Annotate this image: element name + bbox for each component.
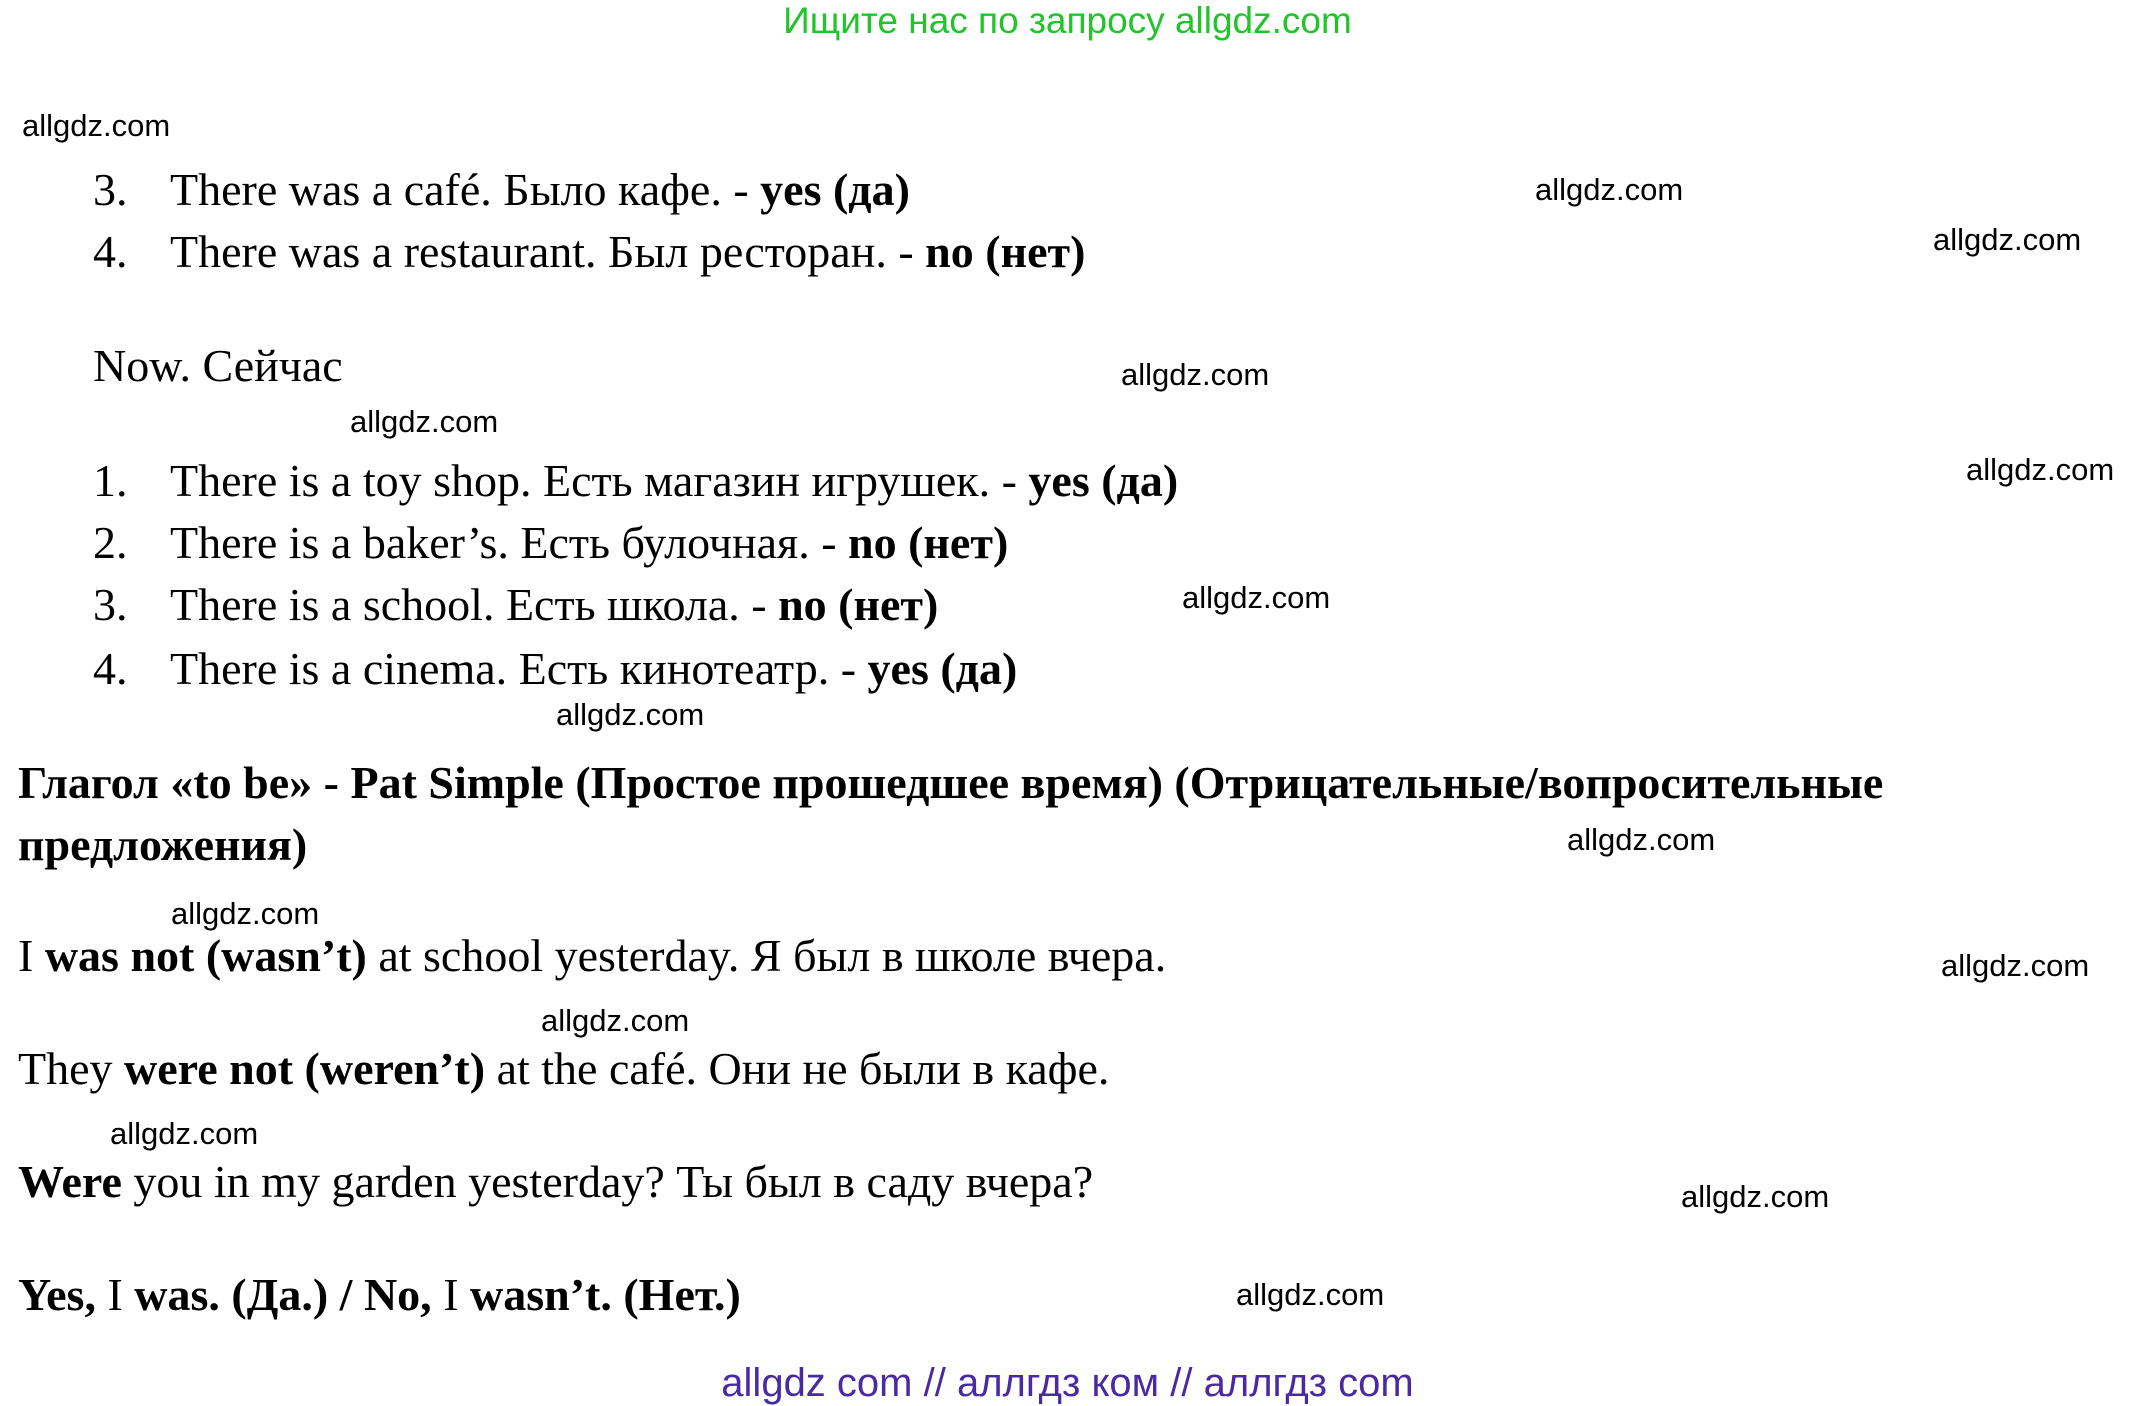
- watermark: allgdz.com: [1933, 222, 2082, 257]
- watermark: allgdz.com: [1535, 172, 1684, 207]
- list-item: [170, 163, 910, 216]
- answer-bold: wasn’t. (Нет.): [470, 1269, 741, 1320]
- example-text: you in my garden yesterday? Ты был в саду вчера?: [121, 1156, 1094, 1207]
- list-item-text: There is a school. Есть школа. -: [170, 579, 779, 630]
- answer-bold: was. (Да.) / No,: [134, 1269, 432, 1320]
- watermark: allgdz.com: [1121, 357, 1270, 392]
- watermark: allgdz.com: [1966, 452, 2115, 487]
- list-item-text: There is a toy shop. Есть магазин игрушек. -: [170, 455, 1029, 506]
- list-item: [170, 578, 938, 631]
- watermark: allgdz.com: [22, 108, 171, 143]
- answer-text: I: [431, 1269, 471, 1320]
- list-number: 3.: [93, 164, 128, 215]
- now-heading: Now. Сейчас: [93, 340, 343, 391]
- list-item: [170, 225, 1085, 278]
- list-number: 4.: [93, 226, 128, 277]
- example-sentence: [18, 1042, 1109, 1095]
- example-text: at the café. Они не были в кафе.: [485, 1043, 1110, 1094]
- footer-links: allgdz com // аллгдз ком // аллгдз com: [721, 1361, 1414, 1405]
- example-text: at school yesterday. Я был в школе вчера.: [366, 930, 1167, 981]
- answer-text: I: [95, 1269, 135, 1320]
- example-text: I: [18, 930, 45, 981]
- watermark: allgdz.com: [1567, 822, 1716, 857]
- section-heading-line: Глагол «to be» - Pat Simple (Простое прошедшее время) (Отрицательные/вопросительные: [18, 757, 1884, 808]
- list-item-answer: yes (да): [1028, 455, 1179, 506]
- watermark: allgdz.com: [171, 896, 320, 931]
- example-sentence: [18, 929, 1166, 982]
- list-item-answer: no (нет): [778, 579, 939, 630]
- answer-line: [18, 1268, 741, 1321]
- list-item: [170, 516, 1008, 569]
- example-bold: Were: [18, 1156, 122, 1207]
- example-sentence: [18, 1155, 1093, 1208]
- top-banner: Ищите нас по запросу allgdz.com: [783, 0, 1352, 41]
- list-number: 1.: [93, 455, 128, 506]
- watermark: allgdz.com: [541, 1003, 690, 1038]
- list-item: [170, 454, 1178, 507]
- list-item-text: There is a baker’s. Есть булочная. -: [170, 517, 849, 568]
- list-item-text: There was a restaurant. Был ресторан. -: [170, 226, 926, 277]
- list-item: [170, 642, 1017, 695]
- list-item-answer: yes (да): [867, 643, 1018, 694]
- watermark: allgdz.com: [1182, 580, 1331, 615]
- section-heading-line: предложения): [18, 819, 308, 870]
- example-bold: were not (weren’t): [124, 1043, 486, 1094]
- watermark: allgdz.com: [556, 697, 705, 732]
- watermark: allgdz.com: [1941, 948, 2090, 983]
- list-number: 3.: [93, 579, 128, 630]
- example-text: They: [18, 1043, 125, 1094]
- list-item-answer: yes (да): [760, 164, 910, 215]
- list-item-answer: no (нет): [925, 226, 1086, 277]
- example-bold: was not (wasn’t): [44, 930, 367, 981]
- list-item-text: There was a café. Было кафе. -: [170, 164, 761, 215]
- list-item-answer: no (нет): [848, 517, 1009, 568]
- answer-bold: Yes,: [18, 1269, 96, 1320]
- list-number: 4.: [93, 643, 128, 694]
- list-number: 2.: [93, 517, 128, 568]
- watermark: allgdz.com: [110, 1116, 259, 1151]
- list-item-text: There is a cinema. Есть кинотеатр. -: [170, 643, 868, 694]
- watermark: allgdz.com: [1681, 1179, 1830, 1214]
- watermark: allgdz.com: [350, 404, 499, 439]
- watermark: allgdz.com: [1236, 1277, 1385, 1312]
